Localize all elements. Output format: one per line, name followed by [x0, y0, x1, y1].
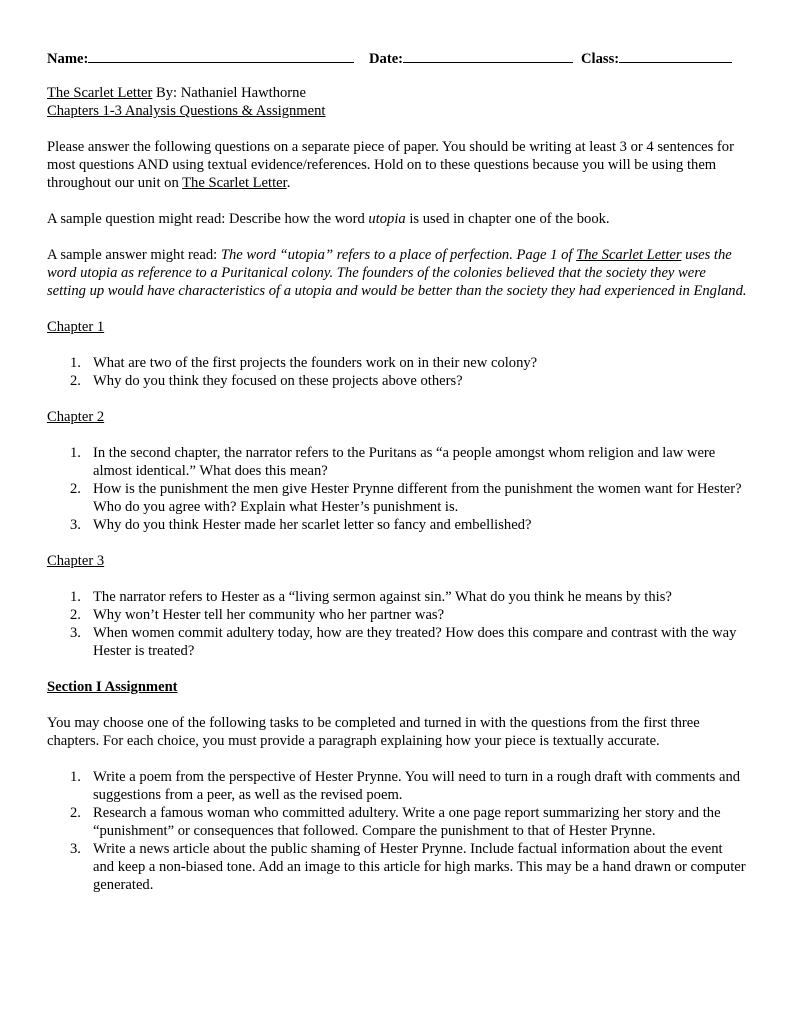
question-text: The narrator refers to Hester as a “living sermon against sin.” What do you think he means by this? [93, 589, 672, 605]
question-text: In the second chapter, the narrator refers to the Puritans as “a people amongst whom religion and law were almost identical.” What does this mean? [93, 445, 716, 479]
list-number: 1. [70, 355, 81, 371]
sample-answer-italic-2: uses the word utopia as reference to a Puritanical colony. The founders of the colonies believed that the society they were setting up would have characteristics of a utopia and would be better than the society they had experienced in England. [47, 247, 747, 299]
list-item [47, 480, 747, 516]
task-text: Research a famous woman who committed adultery. Write a one page report summarizing her story and the “punishment” or consequences that followed. Compare the punishment to that of Hester Prynne. [93, 805, 721, 839]
name-field [47, 47, 354, 68]
task-text: Write a poem from the perspective of Hester Prynne. You will need to turn in a rough draft with comments and suggestions from a peer, as well as the revised poem. [93, 769, 741, 803]
question-text: When women commit adultery today, how are they treated? How does this compare and contrast with the way Hester is treated? [93, 625, 737, 659]
name-blank [88, 47, 354, 63]
task-text: Write a news article about the public shaming of Hester Prynne. Include factual information about the event and keep a non-biased tone. Add an image to this article for high marks. This may be a hand drawn or computer generated. [93, 841, 746, 893]
sample-answer [47, 246, 747, 300]
list-number: 1. [70, 589, 81, 605]
question-text: What are two of the first projects the founders work on in their new colony? [93, 355, 538, 371]
chapter-3-heading: Chapter 3 [47, 553, 105, 569]
assignment-tasks [47, 768, 747, 894]
sample-question-pre: A sample question might read: Describe how the word [47, 211, 369, 227]
list-number: 3. [70, 841, 81, 857]
list-number: 1. [70, 769, 81, 785]
list-item [47, 840, 747, 894]
class-field [581, 47, 732, 68]
class-blank [619, 47, 732, 63]
subtitle: Chapters 1-3 Analysis Questions & Assignment [47, 103, 326, 119]
chapter-3-questions [47, 588, 747, 660]
intro-text: Please answer the following questions on a separate piece of paper. You should be writing at least 3 or 4 sentences for most questions AND using textual evidence/references. Hold on to these questions because you will be using them throughout our unit on [47, 139, 734, 191]
title-line [47, 84, 747, 102]
list-number: 2. [70, 805, 81, 821]
sample-question-word: utopia [368, 211, 406, 227]
list-item [47, 804, 747, 840]
name-label: Name: [47, 51, 89, 67]
header-line [47, 47, 747, 67]
question-text: How is the punishment the men give Hester Prynne different from the punishment the women want for Hester? Who do you agree with? Explain what Hester’s punishment is. [93, 481, 742, 515]
list-item [47, 624, 747, 660]
book-title: The Scarlet Letter [47, 85, 153, 101]
list-item [47, 444, 747, 480]
intro-book-title: The Scarlet Letter [182, 175, 287, 191]
chapter-1-questions [47, 354, 747, 390]
question-text: Why do you think they focused on these projects above others? [93, 373, 463, 389]
list-item [47, 606, 747, 624]
list-number: 3. [70, 625, 81, 641]
class-label: Class: [581, 51, 620, 67]
list-item [47, 354, 747, 372]
author-text: By: Nathaniel Hawthorne [152, 85, 306, 101]
date-blank [403, 47, 573, 63]
sample-answer-pre: A sample answer might read: [47, 247, 221, 263]
list-item [47, 588, 747, 606]
question-text: Why won’t Hester tell her community who her partner was? [93, 607, 445, 623]
intro-end: . [286, 175, 291, 191]
document-page [47, 47, 747, 894]
list-item [47, 516, 747, 534]
list-number: 2. [70, 607, 81, 623]
list-number: 3. [70, 517, 81, 533]
chapter-2-questions [47, 444, 747, 534]
assignment-intro: You may choose one of the following tasks to be completed and turned in with the questions from the first three chapters. For each choice, you must provide a paragraph explaining how your piece is textually accurate. [47, 715, 700, 749]
date-field [369, 47, 573, 68]
sample-answer-book-title: The Scarlet Letter [576, 247, 682, 263]
sample-answer-italic-1: The word “utopia” refers to a place of perfection. Page 1 of [220, 247, 577, 263]
list-number: 2. [70, 481, 81, 497]
list-number: 2. [70, 373, 81, 389]
date-label: Date: [369, 51, 404, 67]
list-item [47, 372, 747, 390]
chapter-1-heading: Chapter 1 [47, 319, 105, 335]
chapter-2-heading: Chapter 2 [47, 409, 105, 425]
list-number: 1. [70, 445, 81, 461]
sample-question [47, 210, 747, 228]
assignment-heading: Section I Assignment [47, 679, 178, 695]
sample-question-post: is used in chapter one of the book. [405, 211, 610, 227]
intro-paragraph [47, 138, 747, 192]
list-item [47, 768, 747, 804]
question-text: Why do you think Hester made her scarlet letter so fancy and embellished? [93, 517, 532, 533]
